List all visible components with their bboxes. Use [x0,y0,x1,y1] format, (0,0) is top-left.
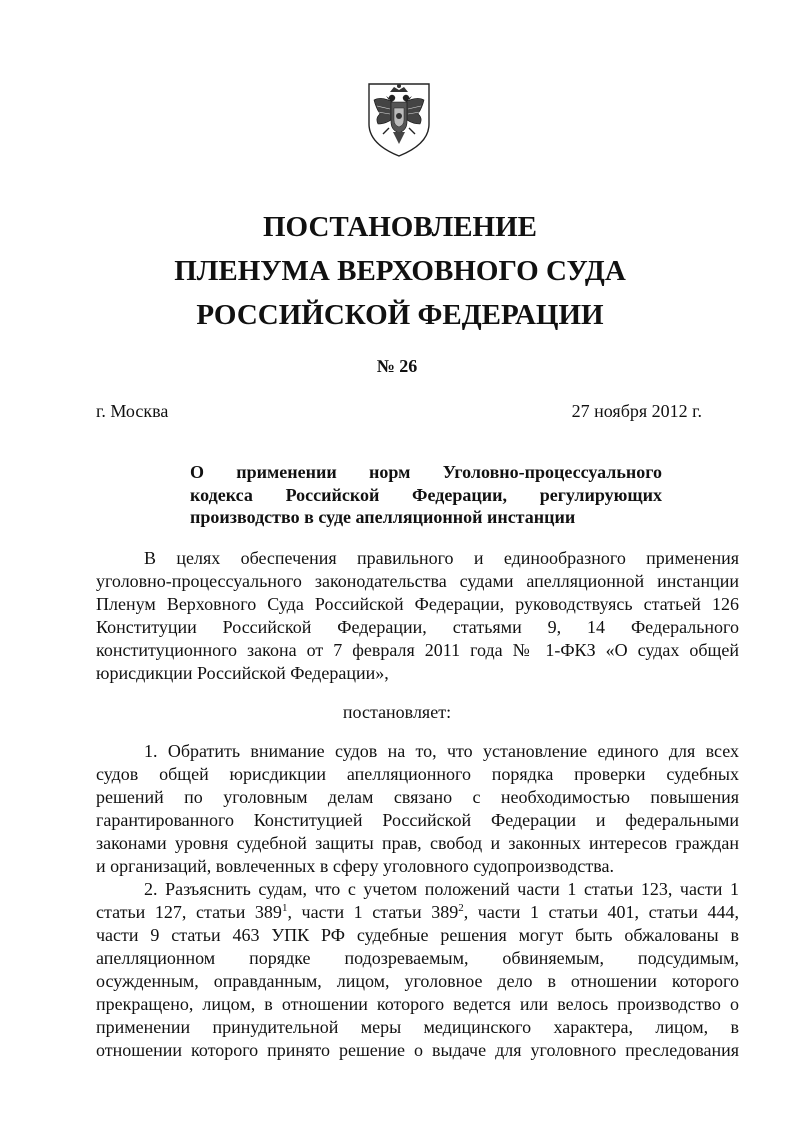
text-line: судов общей юрисдикции апелляционного порядка проверки судебных [96,764,739,784]
item-2-paragraph [96,878,739,1062]
subject-line: О применении норм Уголовно-процессуального [190,462,662,482]
text-line: применении принудительной меры медицинского характера, лицом, в [96,1017,739,1037]
text-line: уголовно-процессуального законодательства судами апелляционной инстанции [96,571,739,591]
text-line: Пленум Верховного Суда Российской Федерации, руководствуясь статьей 126 [96,594,739,614]
text-line: конституционного закона от 7 февраля 2011 года № 1-ФКЗ «О судах общей [96,640,739,660]
document-date: 27 ноября 2012 г. [571,401,702,421]
text-fragment: , части 1 статьи 401, статьи 444, [463,902,739,922]
text-line: 1. Обратить внимание судов на то, что установление единого для всех [144,741,739,761]
title-line: ПОСТАНОВЛЕНИЕ [262,211,537,243]
text-line: части 9 статьи 463 УПК РФ судебные решения могут быть обжалованы в [96,925,739,945]
text-fragment: статьи 127, статьи 389 [96,902,282,922]
text-line: юрисдикции Российской Федерации», [96,663,389,683]
city: г. Москва [96,401,169,421]
text-line: В целях обеспечения правильного и единообразного применения [144,548,739,568]
document-title [60,205,740,337]
document-subject [190,461,662,529]
text-line: 2. Разъяснить судам, что с учетом положений части 1 статьи 123, части 1 [144,879,739,899]
superscript: 2 [458,902,464,914]
text-line: Конституции Российской Федерации, статьями 9, 14 Федерального [96,617,739,637]
text-line: осужденным, оправданным, лицом, уголовное дело в отношении которого [96,971,739,991]
text-fragment: , части 1 статьи 389 [287,902,459,922]
text-line: апелляционном порядке подозреваемым, обвиняемым, подсудимым, [96,948,739,968]
text-line: гарантированного Конституцией Российской Федерации и федеральными [96,810,739,830]
subject-line: производство в суде апелляционной инстанции [190,507,576,527]
superscript: 1 [281,902,288,914]
text-line: прекращено, лицом, в отношении которого ведется или велось производство о [96,994,739,1014]
decree-word: постановляет: [342,702,452,722]
text-line-with-superscripts [96,901,739,924]
coat-of-arms-icon [363,78,435,158]
subject-line: кодекса Российской Федерации, регулирующих [190,484,662,505]
preamble-paragraph [96,547,739,685]
item-1-paragraph [96,740,739,878]
title-line: ПЛЕНУМА ВЕРХОВНОГО СУДА [174,255,626,287]
text-line: и организаций, вовлеченных в сферу уголовного судопроизводства. [96,856,614,876]
document-number: № 26 [376,356,418,376]
text-line: решений по уголовным делам связано с необходимостью повышения [96,787,739,807]
title-line: РОССИЙСКОЙ ФЕДЕРАЦИИ [196,299,604,331]
text-line: законами уровня судебной защиты прав, свобод и законных интересов граждан [96,833,739,853]
text-line: отношении которого принято решение о выдаче для уголовного преследования [96,1040,739,1060]
